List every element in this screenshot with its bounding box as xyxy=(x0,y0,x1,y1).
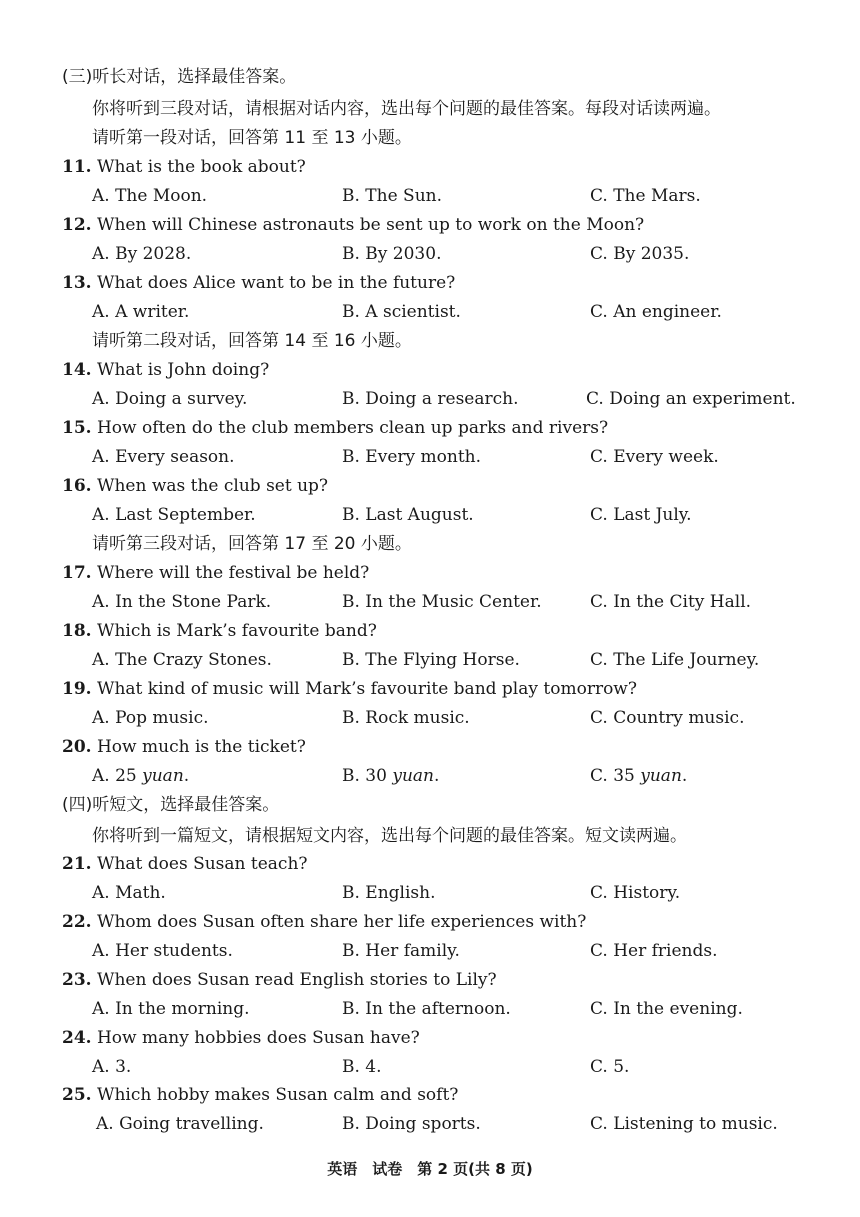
option-end: . xyxy=(433,766,440,786)
question-text: Which is Mark’s favourite band? xyxy=(96,621,377,641)
dialogue-instructions: 请听第一段对话，回答第 11 至 13 小题。 xyxy=(92,128,412,148)
option-b[interactable]: B. By 2030. xyxy=(342,244,442,264)
option-c[interactable] xyxy=(590,766,687,786)
question xyxy=(62,418,608,438)
option-a[interactable]: A. In the morning. xyxy=(92,999,250,1019)
question-number: 18. xyxy=(62,621,92,641)
option-c[interactable]: C. The Life Journey. xyxy=(590,650,760,670)
option-b[interactable]: B. Last August. xyxy=(342,505,474,525)
question-text: What is John doing? xyxy=(96,360,270,380)
option-b-value: B. 30 xyxy=(342,766,393,786)
option-b[interactable]: B. Rock music. xyxy=(342,708,470,728)
question xyxy=(62,563,369,583)
question-number: 23. xyxy=(62,970,92,990)
question-number: 15. xyxy=(62,418,92,438)
question xyxy=(62,970,497,990)
question-text: How many hobbies does Susan have? xyxy=(96,1028,420,1048)
currency-unit: yuan xyxy=(142,766,184,786)
option-c[interactable]: C. 5. xyxy=(590,1057,630,1077)
question-number: 14. xyxy=(62,360,92,380)
question xyxy=(62,1028,420,1048)
question-text: What does Alice want to be in the future? xyxy=(96,273,456,293)
option-c[interactable]: C. In the City Hall. xyxy=(590,592,752,612)
question-number: 22. xyxy=(62,912,92,932)
option-c[interactable]: C. Doing an experiment. xyxy=(586,389,796,409)
question xyxy=(62,476,328,496)
question xyxy=(62,912,586,932)
option-a[interactable]: A. By 2028. xyxy=(92,244,192,264)
section-title: (四)听短文，选择最佳答案。 xyxy=(62,795,280,815)
question-number: 19. xyxy=(62,679,92,699)
option-a[interactable]: A. Pop music. xyxy=(92,708,209,728)
option-b[interactable]: B. Every month. xyxy=(342,447,481,467)
question-number: 11. xyxy=(62,157,92,177)
question-text: When will Chinese astronauts be sent up to work on the Moon? xyxy=(96,215,645,235)
option-b[interactable]: B. A scientist. xyxy=(342,302,461,322)
dialogue-instructions: 请听第二段对话，回答第 14 至 16 小题。 xyxy=(92,331,412,351)
question-number: 24. xyxy=(62,1028,92,1048)
option-b[interactable]: B. In the afternoon. xyxy=(342,999,511,1019)
question xyxy=(62,621,377,641)
option-c[interactable]: C. Listening to music. xyxy=(590,1114,778,1134)
question xyxy=(62,273,455,293)
option-a[interactable]: A. The Moon. xyxy=(92,186,208,206)
question-text: Whom does Susan often share her life experiences with? xyxy=(96,912,587,932)
option-b[interactable]: B. Doing sports. xyxy=(342,1114,481,1134)
option-end: . xyxy=(681,766,688,786)
question-text: When does Susan read English stories to Lily? xyxy=(96,970,497,990)
option-a[interactable]: A. A writer. xyxy=(92,302,190,322)
option-c-value: C. 35 xyxy=(590,766,641,786)
option-b[interactable] xyxy=(342,766,439,786)
question xyxy=(62,1085,458,1105)
question xyxy=(62,360,269,380)
question-number: 21. xyxy=(62,854,92,874)
option-b[interactable]: B. Doing a research. xyxy=(342,389,519,409)
section-title: (三)听长对话，选择最佳答案。 xyxy=(62,67,297,87)
question-text: How often do the club members clean up parks and rivers? xyxy=(96,418,609,438)
dialogue-instructions: 请听第三段对话，回答第 17 至 20 小题。 xyxy=(92,534,412,554)
section-instructions: 你将听到三段对话，请根据对话内容，选出每个问题的最佳答案。每段对话读两遍。 xyxy=(92,99,721,119)
option-c[interactable]: C. History. xyxy=(590,883,681,903)
option-b[interactable]: B. In the Music Center. xyxy=(342,592,542,612)
option-c[interactable]: C. Her friends. xyxy=(590,941,718,961)
option-c[interactable]: C. By 2035. xyxy=(590,244,690,264)
question-text: When was the club set up? xyxy=(96,476,329,496)
option-a[interactable]: A. The Crazy Stones. xyxy=(92,650,272,670)
question-text: What is the book about? xyxy=(96,157,306,177)
question-text: What kind of music will Mark’s favourite band play tomorrow? xyxy=(96,679,637,699)
option-b[interactable]: B. Her family. xyxy=(342,941,460,961)
question-text: What does Susan teach? xyxy=(96,854,308,874)
section-instructions: 你将听到一篇短文，请根据短文内容，选出每个问题的最佳答案。短文读两遍。 xyxy=(92,826,687,846)
option-a[interactable]: A. Going travelling. xyxy=(96,1114,264,1134)
question xyxy=(62,157,306,177)
option-c[interactable]: C. The Mars. xyxy=(590,186,701,206)
question-number: 13. xyxy=(62,273,92,293)
question-text: Which hobby makes Susan calm and soft? xyxy=(96,1085,459,1105)
option-b[interactable]: B. 4. xyxy=(342,1057,382,1077)
currency-unit: yuan xyxy=(392,766,434,786)
option-a[interactable]: A. Math. xyxy=(92,883,166,903)
option-b[interactable]: B. English. xyxy=(342,883,436,903)
question xyxy=(62,737,306,757)
option-b[interactable]: B. The Flying Horse. xyxy=(342,650,520,670)
currency-unit: yuan xyxy=(640,766,682,786)
question xyxy=(62,215,644,235)
option-b[interactable]: B. The Sun. xyxy=(342,186,442,206)
option-a[interactable] xyxy=(92,766,189,786)
question xyxy=(62,679,637,699)
option-c[interactable]: C. Every week. xyxy=(590,447,719,467)
option-c[interactable]: C. Last July. xyxy=(590,505,692,525)
option-c[interactable]: C. Country music. xyxy=(590,708,745,728)
option-a[interactable]: A. Every season. xyxy=(92,447,235,467)
question-number: 25. xyxy=(62,1085,92,1105)
option-a[interactable]: A. 3. xyxy=(92,1057,132,1077)
question-number: 17. xyxy=(62,563,92,583)
question-number: 12. xyxy=(62,215,92,235)
option-a[interactable]: A. In the Stone Park. xyxy=(92,592,272,612)
question xyxy=(62,854,308,874)
question-number: 20. xyxy=(62,737,92,757)
option-a[interactable]: A. Her students. xyxy=(92,941,233,961)
option-end: . xyxy=(183,766,190,786)
option-a-value: A. 25 xyxy=(92,766,143,786)
question-text: Where will the festival be held? xyxy=(96,563,370,583)
option-a[interactable]: A. Doing a survey. xyxy=(92,389,248,409)
option-c[interactable]: C. An engineer. xyxy=(590,302,722,322)
question-number: 16. xyxy=(62,476,92,496)
option-a[interactable]: A. Last September. xyxy=(92,505,256,525)
page-footer: 英语 试卷 第 2 页(共 8 页) xyxy=(327,1160,533,1178)
question-text: How much is the ticket? xyxy=(96,737,306,757)
option-c[interactable]: C. In the evening. xyxy=(590,999,743,1019)
